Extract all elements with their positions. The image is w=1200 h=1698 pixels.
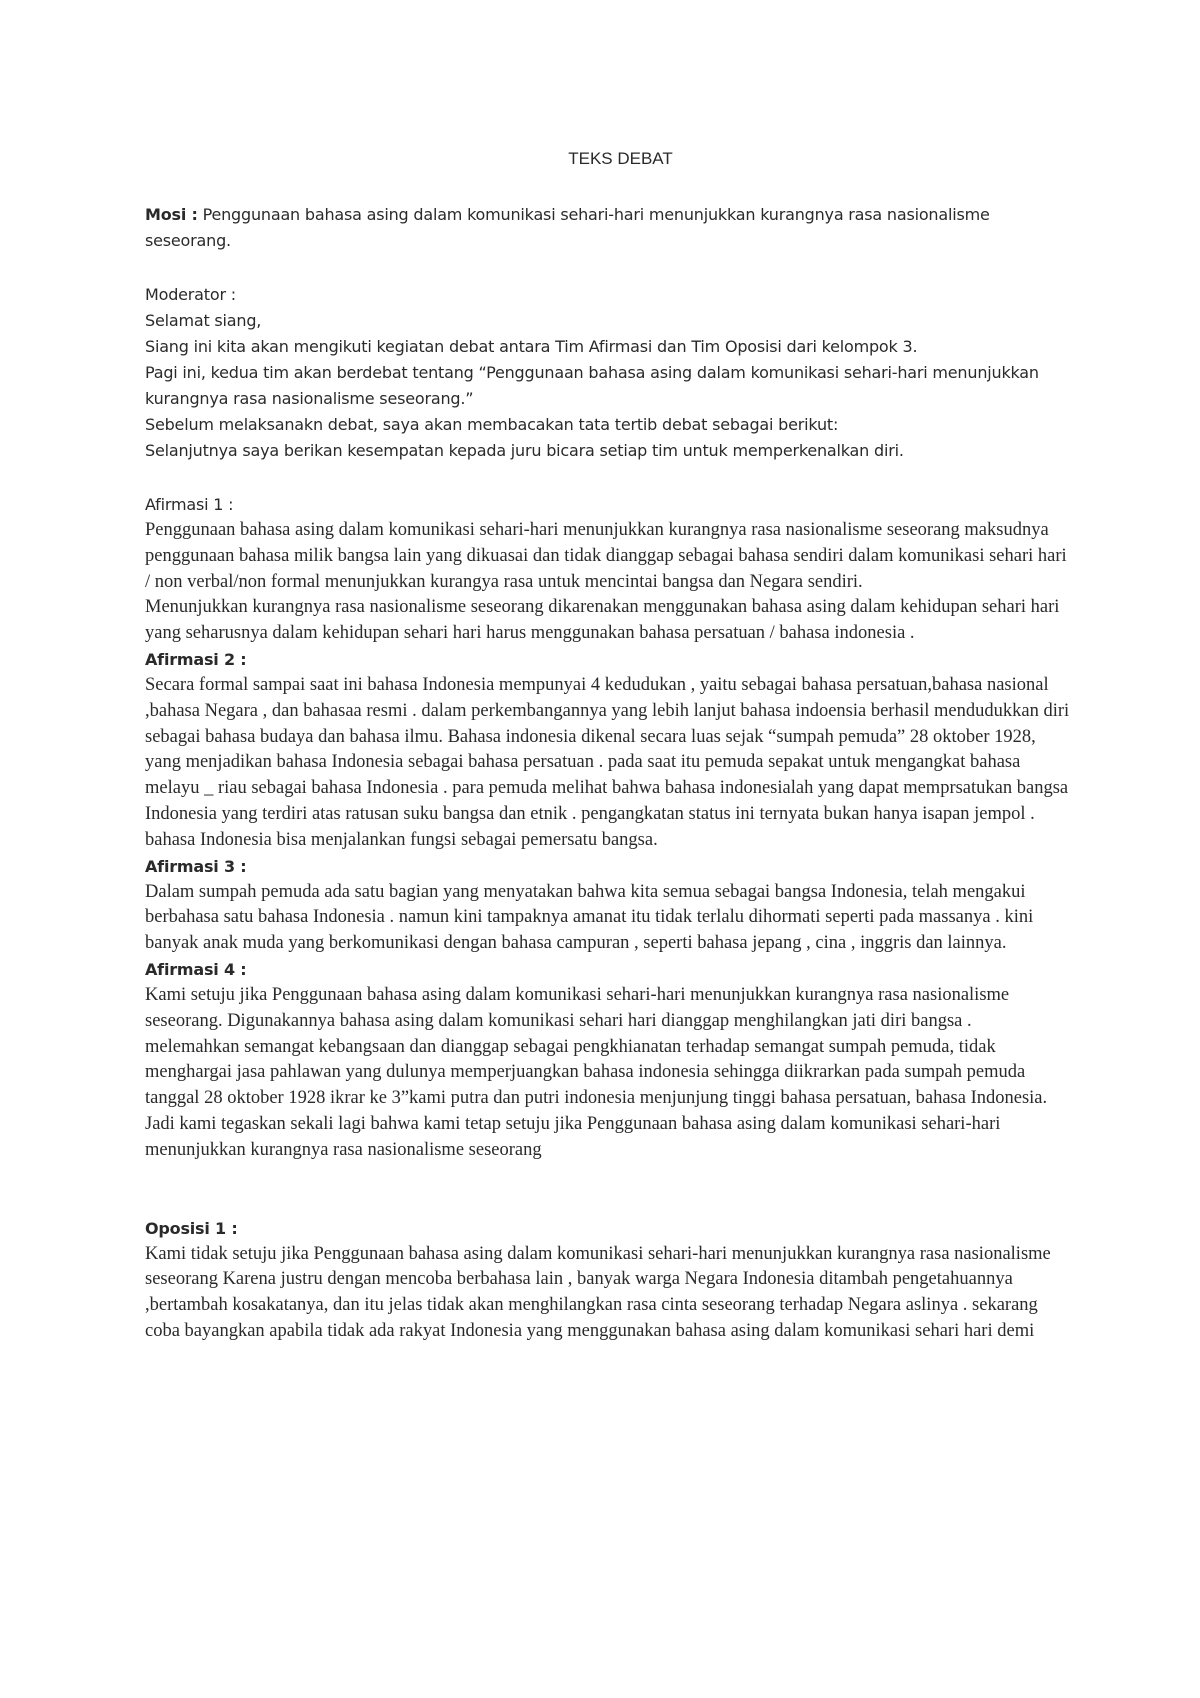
afirmasi-3-label: Afirmasi 3 : [145, 856, 247, 876]
afirmasi-1-section [145, 492, 1070, 647]
spacer [145, 1164, 1070, 1216]
mosi-text: Penggunaan bahasa asing dalam komunikasi sehari-hari menunjukkan kurangnya rasa nasionalisme seseorang. [145, 205, 990, 250]
afirmasi-4-paragraph: Kami setuju jika Penggunaan bahasa asing dalam komunikasi sehari-hari menunjukkan kurangnya rasa nasionalisme seseorang. Digunakannya bahasa asing dalam komunikasi sehari hari dianggap menghilangkan jati diri bangsa . melemahkan semangat kebangsaan dan dianggap sebagai pengkhianatan terhadap semangat sumpah pemuda, tidak menghargai jasa pahlawan yang dulunya memperjuangkan bahasa indonesia sehingga diikrarkan pada sumpah pemuda tanggal 28 oktober 1928 ikrar ke 3”kami putra dan putri indonesia menjunjung tinggi bahasa persatuan, bahasa Indonesia. Jadi kami tegaskan sekali lagi bahwa kami tetap setuju jika Penggunaan bahasa asing dalam komunikasi sehari-hari menunjukkan kurangnya rasa nasionalisme seseorang [145, 984, 1048, 1160]
afirmasi-2-section [145, 647, 1070, 854]
spacer [145, 464, 1070, 492]
afirmasi-1-paragraph: Penggunaan bahasa asing dalam komunikasi sehari-hari menunjukkan kurangnya rasa nasionalisme seseorang maksudnya penggunaan bahasa milik bangsa lain yang dikuasai dan tidak dianggap sebagai bahasa sendiri dalam komunikasi sehari hari / non verbal/non formal menunjukkan kurangya rasa untuk mencintai bangsa dan Negara sendiri. [145, 520, 1067, 592]
moderator-section [145, 282, 1070, 464]
afirmasi-3-paragraph: Dalam sumpah pemuda ada satu bagian yang menyatakan bahwa kita semua sebagai bangsa Indonesia, telah mengakui berbahasa satu bahasa Indonesia . namun kini tampaknya amanat itu tidak terlalu dihormati seperti pada massanya . kini banyak anak muda yang berkomunikasi dengan bahasa campuran , seperti bahasa jepang , cina , inggris dan lainnya. [145, 881, 1034, 954]
moderator-line: Sebelum melaksanakn debat, saya akan membacakan tata tertib debat sebagai berikut: [145, 415, 839, 434]
afirmasi-1-paragraph: Menunjukkan kurangnya rasa nasionalisme seseorang dikarenakan menggunakan bahasa asing dalam kehidupan sehari hari yang seharusnya dalam kehidupan sehari hari harus menggunakan bahasa persatuan / bahasa indonesia . [145, 597, 1060, 644]
moderator-line: Pagi ini, kedua tim akan berdebat tentang “Penggunaan bahasa asing dalam komunikasi sehari-hari menunjukkan kurangnya rasa nasionalisme seseorang.” [145, 363, 1039, 408]
mosi-section [145, 202, 1070, 254]
afirmasi-2-label: Afirmasi 2 : [145, 649, 247, 669]
moderator-line: Siang ini kita akan mengikuti kegiatan debat antara Tim Afirmasi dan Tim Oposisi dari kelompok 3. [145, 337, 918, 356]
oposisi-1-section [145, 1216, 1070, 1345]
moderator-line: Selanjutnya saya berikan kesempatan kepada juru bicara setiap tim untuk memperkenalkan diri. [145, 441, 904, 460]
afirmasi-3-section [145, 854, 1070, 957]
document-body [145, 146, 1070, 1345]
moderator-label: Moderator : [145, 285, 236, 304]
oposisi-1-label: Oposisi 1 : [145, 1218, 238, 1238]
spacer [145, 254, 1070, 282]
afirmasi-2-paragraph: Secara formal sampai saat ini bahasa Indonesia mempunyai 4 kedudukan , yaitu sebagai bahasa persatuan,bahasa nasional ,bahasa Negara , dan bahasaa resmi . dalam perkembangannya yang lebih lanjut bahasa indoensia berhasil mendudukkan diri sebagai bahasa budaya dan bahasa ilmu. Bahasa indonesia dikenal secara luas sejak “sumpah pemuda” 28 oktober 1928, yang menjadikan bahasa Indonesia sebagai bahasa persatuan . pada saat itu pemuda sepakat untuk mengangkat bahasa melayu _ riau sebagai bahasa Indonesia . para pemuda melihat bahwa bahasa indonesialah yang dapat memprsatukan bangsa Indonesia yang terdiri atas ratusan suku bangsa dan etnik . pengangkatan status ini ternyata bukan hanya isapan jempol . bahasa Indonesia bisa menjalankan fungsi sebagai pemersatu bangsa. [145, 674, 1070, 850]
afirmasi-4-section [145, 957, 1070, 1164]
afirmasi-1-label: Afirmasi 1 : [145, 495, 234, 514]
moderator-line: Selamat siang, [145, 311, 262, 330]
mosi-paragraph [145, 202, 1070, 254]
mosi-label: Mosi : [145, 205, 198, 224]
afirmasi-4-label: Afirmasi 4 : [145, 959, 247, 979]
document-title: TEKS DEBAT [568, 149, 673, 168]
oposisi-1-paragraph: Kami tidak setuju jika Penggunaan bahasa asing dalam komunikasi sehari-hari menunjukkan kurangnya rasa nasionalisme seseorang Karena justru dengan mencoba berbahasa lain , banyak warga Negara Indonesia ditambah pengetahuannya ,bertambah kosakatanya, dan itu jelas tidak akan menghilangkan rasa cinta seseorang terhadap Negara aslinya . sekarang coba bayangkan apabila tidak ada rakyat Indonesia yang menggunakan bahasa asing dalam komunikasi sehari hari demi [145, 1243, 1051, 1341]
